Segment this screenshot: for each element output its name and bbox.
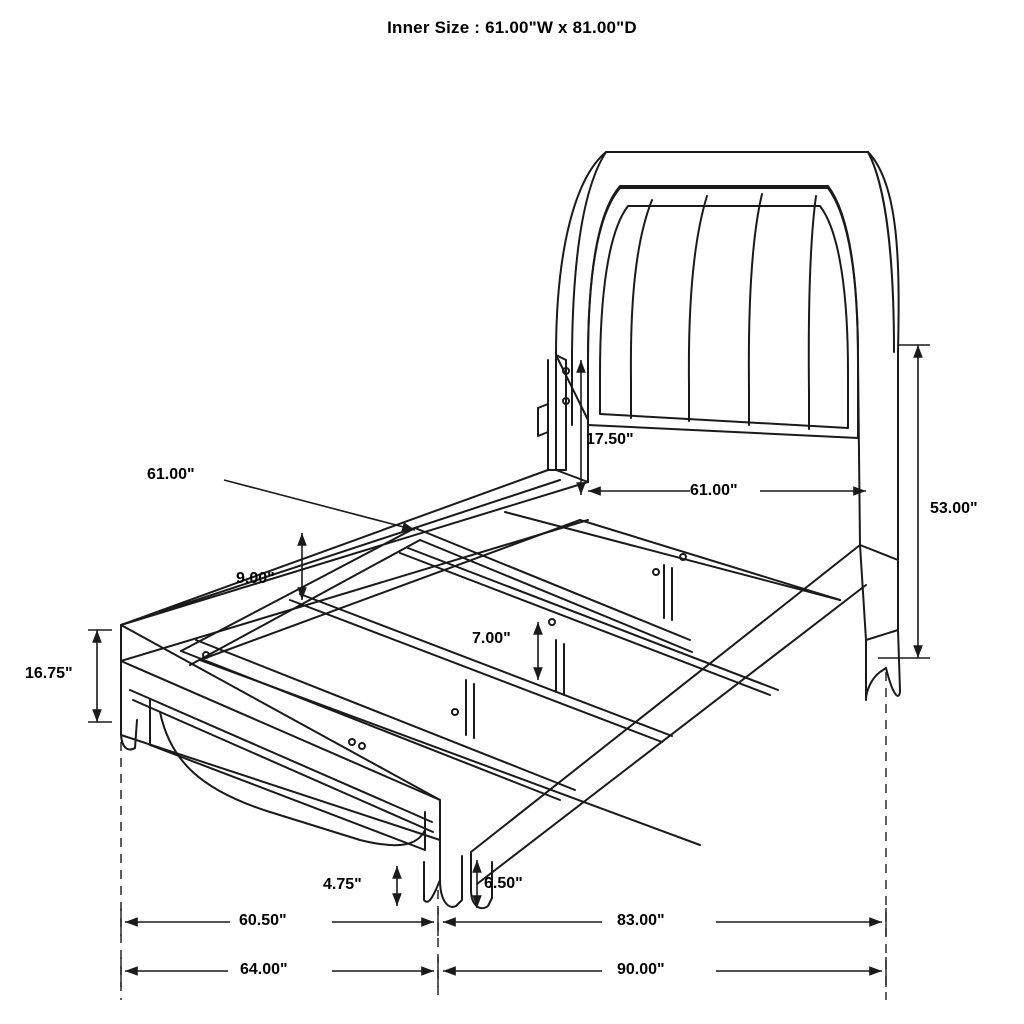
dim-61-leader: [224, 480, 415, 530]
dim-label-overall-length: 90.00": [617, 961, 665, 978]
dim-label-leg-clearance: 6.50": [484, 875, 523, 892]
page-title: Inner Size : 61.00"W x 81.00"D: [387, 18, 637, 37]
dim-label-headboard-width: 61.00": [690, 482, 738, 499]
dim-label-headboard-panel-height: 17.50": [586, 431, 634, 448]
dim-label-foot-clearance: 4.75": [323, 876, 362, 893]
dim-label-side-inner-length: 83.00": [617, 912, 665, 929]
dim-label-overall-height: 53.00": [930, 500, 978, 517]
dim-label-center-rail-height: 9.00": [236, 570, 275, 587]
dim-label-support-leg-height: 7.00": [472, 630, 511, 647]
dim-label-footboard-height: 16.75": [25, 665, 73, 682]
dim-label-overall-width: 64.00": [240, 961, 288, 978]
dim-label-footboard-inner-width: 60.50": [239, 912, 287, 929]
dim-label-slat-width: 61.00": [147, 466, 195, 483]
